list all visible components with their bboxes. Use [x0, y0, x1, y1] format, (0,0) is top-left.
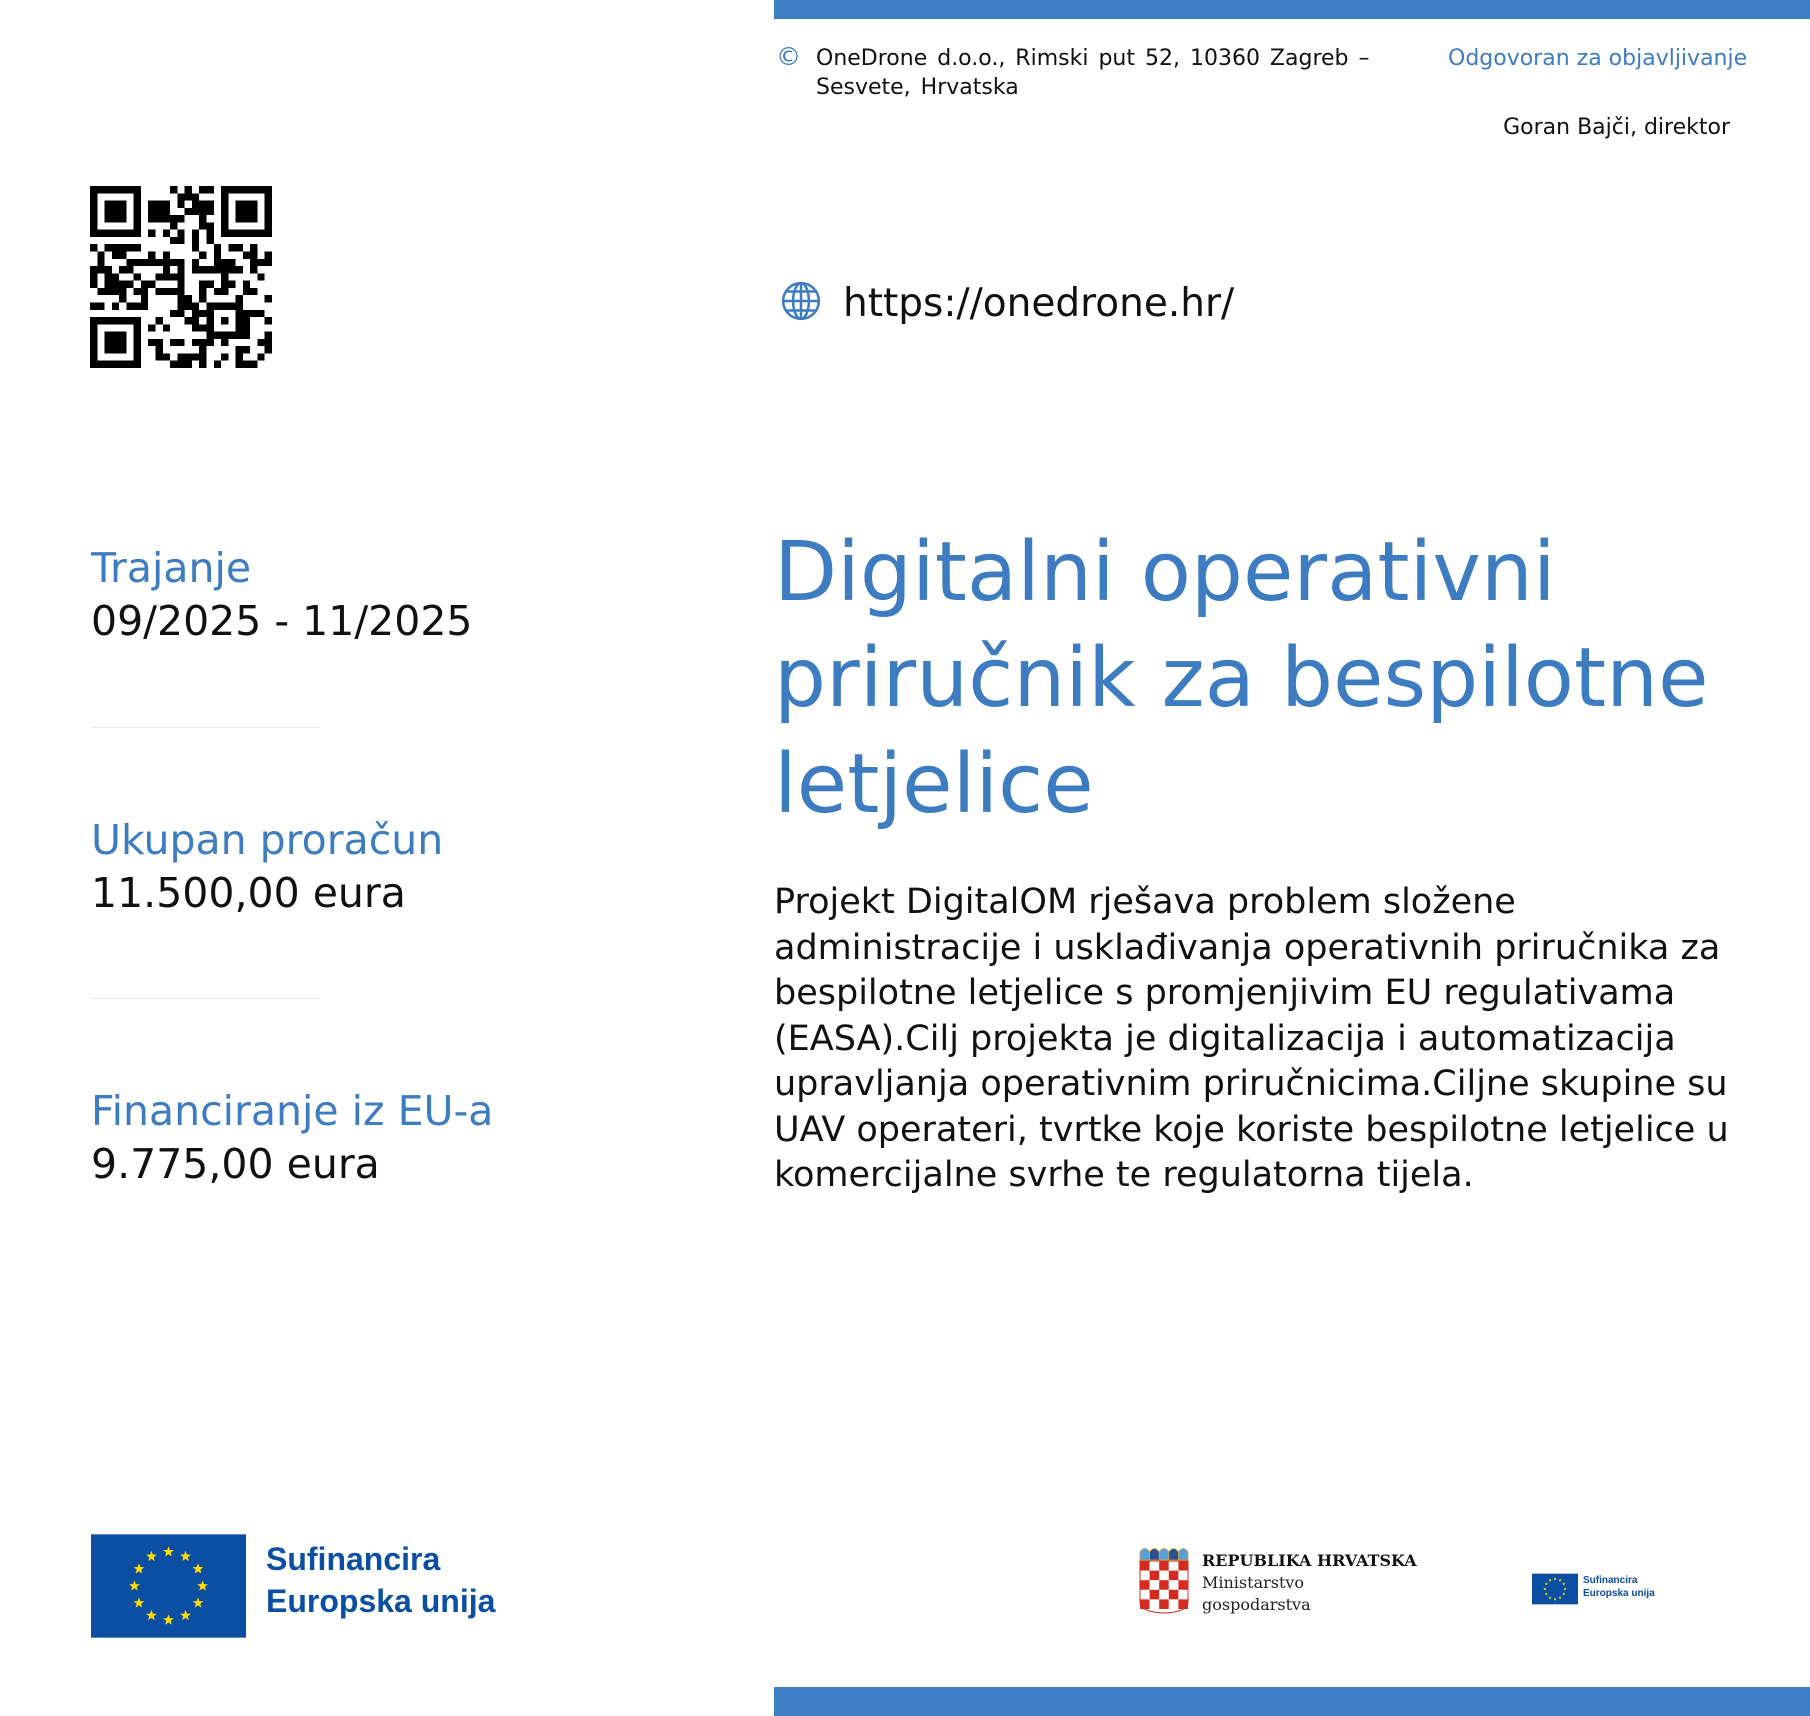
eu-funding-value: 9.775,00 eura: [91, 1140, 380, 1188]
eu-cofunded-small-line1: Sufinancira: [1583, 1575, 1638, 1586]
eu-flag-icon: [91, 1534, 246, 1638]
publisher-label: Odgovoran za objavljivanje: [1448, 46, 1748, 71]
publisher-name: Goran Bajči, direktor: [1503, 115, 1730, 140]
budget-label: Ukupan proračun: [91, 816, 444, 864]
globe-icon: [780, 280, 822, 322]
duration-label: Trajanje: [91, 544, 252, 592]
duration-value: 09/2025 - 11/2025: [91, 597, 473, 645]
publisher-address: OneDrone d.o.o., Rimski put 52, 10360 Zagreb – Sesvete, Hrvatska: [816, 46, 1370, 100]
budget-value: 11.500,00 eura: [91, 869, 406, 917]
republic-name: REPUBLIKA HRVATSKA: [1202, 1551, 1417, 1570]
divider: [91, 998, 320, 999]
eu-funding-label: Financiranje iz EU-a: [91, 1087, 494, 1135]
project-title: Digitalni operativni priručnik za bespilotne letjelice: [774, 525, 1709, 832]
bottom-accent-bar: [774, 1687, 1810, 1716]
divider: [91, 727, 320, 728]
project-description: Projekt DigitalOM rješava problem složene administracije i usklađivanja operativnih priručnika za bespilotne letjelice s promjenjivim EU regulativama (EASA).Cilj projekta je digitalizacija i automatizacija upravljanja operativnim priručnicima.Ciljne skupine su UAV operateri, tvrtke koje koriste bespilotne letjelice u komercijalne svrhe te regulatorna tijela.: [774, 882, 1729, 1195]
croatia-coat-of-arms-icon: [1138, 1544, 1190, 1614]
eu-cofunded-line2: Europska unija: [266, 1583, 496, 1619]
website-link[interactable]: https://onedrone.hr/: [843, 281, 1235, 326]
qr-code[interactable]: [90, 186, 272, 368]
eu-cofunded-small-line2: Europska unija: [1583, 1588, 1655, 1599]
eu-cofunded-line1: Sufinancira: [266, 1541, 441, 1577]
eu-cofunded-text: [266, 1538, 495, 1622]
ministry-name: Ministarstvo gospodarstva: [1202, 1573, 1311, 1614]
eu-cofunded-small-text: [1583, 1574, 1655, 1600]
eu-flag-icon: [1532, 1573, 1578, 1605]
copyright-icon: ©: [776, 42, 801, 71]
top-accent-bar: [774, 0, 1810, 19]
